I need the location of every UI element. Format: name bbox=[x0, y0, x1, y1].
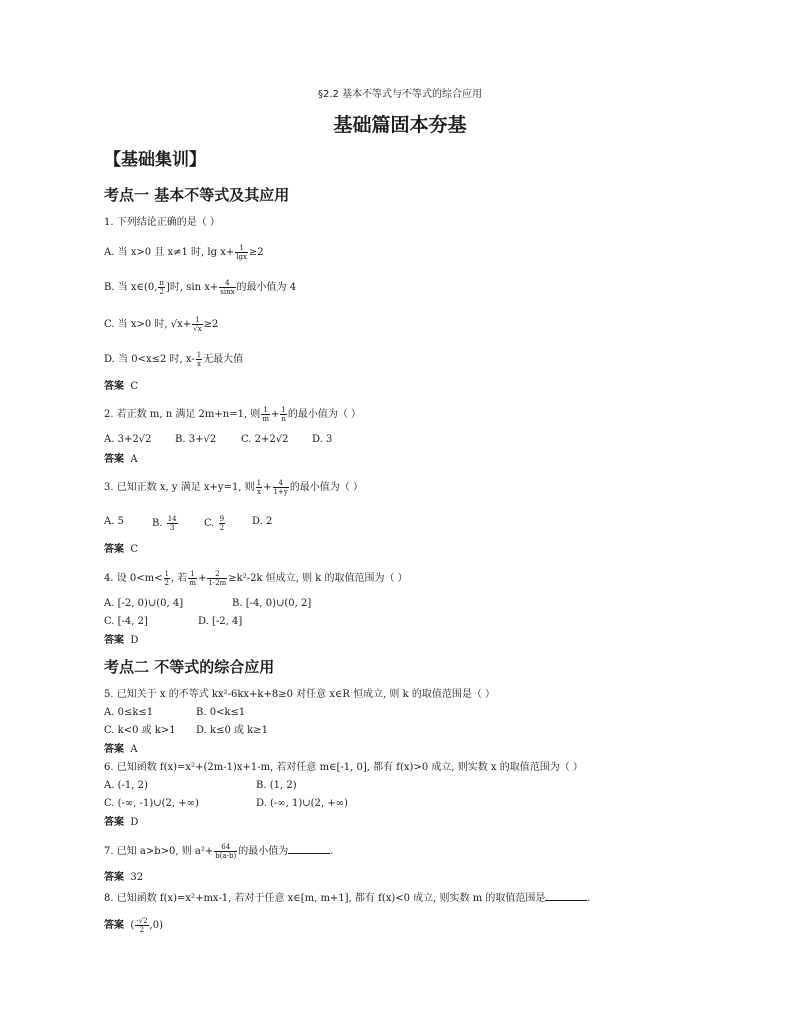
fraction: $\frac{9}{2}$ bbox=[219, 515, 225, 532]
q3-answer: 答案 C bbox=[104, 544, 139, 555]
answer-blank bbox=[545, 890, 587, 901]
q3-option-a: A. 5 bbox=[104, 516, 124, 527]
q1-option-a: A. 当 x>0 且 x≠1 时, lg x+ $\frac{1}{\lg x}$ ≥2 bbox=[104, 244, 264, 261]
fraction: $\frac{\pi}{2}$ bbox=[159, 279, 164, 296]
fraction: $\frac{14}{3}$ bbox=[167, 515, 177, 532]
q2-option-d: D. 3 bbox=[312, 434, 333, 445]
question-4-stem: 4. 设 0<m< $\frac{1}{2}$ , 若 $\frac{1}{m}$ + $\frac{2}{1-2m}$ ≥k²-2k 恒成立, 则 k 的取值范围为（ ） bbox=[104, 570, 408, 587]
q1-option-d: D. 当 0<x≤2 时, x- $\frac{1}{x}$ 无最大值 bbox=[104, 351, 244, 368]
q3-option-d: D. 2 bbox=[252, 516, 273, 527]
q1-answer: 答案 C bbox=[104, 381, 139, 392]
topic-heading-1: 考点一 基本不等式及其应用 bbox=[104, 186, 290, 204]
topic-heading-2: 考点二 不等式的综合应用 bbox=[104, 658, 275, 676]
q2-answer: 答案 A bbox=[104, 454, 138, 465]
q5-option-d: D. k≤0 或 k≥1 bbox=[196, 725, 268, 736]
question-8-stem: 8. 已知函数 f(x)=x²+mx-1, 若对于任意 x∈[m, m+1], 都有 f(x)<0 成立, 则实数 m 的取值范围是 . bbox=[104, 890, 591, 906]
fraction: $\frac{4}{1+y}$ bbox=[273, 479, 288, 496]
question-5-stem: 5. 已知关于 x 的不等式 kx²-6kx+k+8≥0 对任意 x∈R 恒成立, 则 k 的取值范围是（ ） bbox=[104, 689, 496, 700]
q2-option-b: B. 3+√2 bbox=[175, 434, 217, 445]
fraction: $\frac{1}{2}$ bbox=[164, 570, 169, 587]
q1-option-b: B. 当 x∈(0, $\frac{\pi}{2}$ ]时, sin x+ $\frac{4}{\sin x}$ 的最小值为 4 bbox=[104, 279, 297, 296]
q2-option-a: A. 3+2√2 bbox=[104, 434, 152, 445]
fraction: $\frac{1}{x}$ bbox=[196, 351, 202, 368]
question-2-stem: 2. 若正数 m, n 满足 2m+n=1, 则 $\frac{1}{m}$ + $\frac{1}{n}$ 的最小值为（ ） bbox=[104, 406, 362, 423]
q3-option-b: B. $\frac{14}{3}$ bbox=[152, 515, 177, 532]
q4-option-d: D. [-2, 4] bbox=[198, 616, 243, 627]
q6-option-b: B. (1, 2) bbox=[256, 780, 297, 791]
q2-option-c: C. 2+2√2 bbox=[241, 434, 289, 445]
answer-blank bbox=[288, 843, 330, 854]
fraction: $\frac{1}{m}$ bbox=[189, 570, 196, 587]
page-title: 基础篇固本夯基 bbox=[333, 114, 467, 136]
q1-option-c: C. 当 x>0 时, √x+ $\frac{1}{√x}$ ≥2 bbox=[104, 316, 219, 333]
q6-answer: 答案 D bbox=[104, 817, 139, 828]
fraction: $\frac{1}{\lg x}$ bbox=[236, 244, 247, 261]
q4-answer: 答案 D bbox=[104, 635, 139, 646]
q6-option-c: C. (-∞, -1)∪(2, +∞) bbox=[104, 798, 199, 809]
q5-option-a: A. 0≤k≤1 bbox=[104, 707, 154, 718]
q6-option-d: D. (-∞, 1)∪(2, +∞) bbox=[256, 798, 348, 809]
fraction: $\frac{1}{n}$ bbox=[281, 406, 286, 423]
q5-option-c: C. k<0 或 k>1 bbox=[104, 725, 176, 736]
q8-answer: 答案 ( $\frac{-√2}{2}$ ,0) bbox=[104, 917, 163, 934]
section-subtitle: §2.2 基本不等式与不等式的综合应用 bbox=[317, 89, 483, 100]
question-6-stem: 6. 已知函数 f(x)=x²+(2m-1)x+1-m, 若对任意 m∈[-1, 0], 都有 f(x)>0 成立, 则实数 x 的取值范围为（ ） bbox=[104, 762, 583, 773]
q4-option-a: A. [-2, 0)∪(0, 4] bbox=[104, 598, 184, 609]
fraction: $\frac{1}{√x}$ bbox=[193, 316, 202, 333]
section-heading: 【基础集训】 bbox=[104, 150, 206, 170]
q7-answer: 答案 32 bbox=[104, 872, 144, 883]
q6-option-a: A. (-1, 2) bbox=[104, 780, 148, 791]
q3-option-c: C. $\frac{9}{2}$ bbox=[204, 515, 225, 532]
q4-option-b: B. [-4, 0)∪(0, 2] bbox=[232, 598, 312, 609]
question-3-stem: 3. 已知正数 x, y 满足 x+y=1, 则 $\frac{1}{x}$ + $\frac{4}{1+y}$ 的最小值为（ ） bbox=[104, 479, 363, 496]
fraction: $\frac{-√2}{2}$ bbox=[136, 917, 148, 934]
question-7-stem: 7. 已知 a>b>0, 则 a²+ $\frac{64}{b(a-b)}$ 的最小值为 . bbox=[104, 843, 334, 860]
q5-option-b: B. 0<k≤1 bbox=[196, 707, 246, 718]
q5-answer: 答案 A bbox=[104, 744, 138, 755]
fraction: $\frac{2}{1-2m}$ bbox=[208, 570, 227, 587]
fraction: $\frac{4}{\sin x}$ bbox=[220, 279, 235, 296]
question-1-stem: 1. 下列结论正确的是（ ） bbox=[104, 217, 220, 228]
q4-option-c: C. [-4, 2] bbox=[104, 616, 148, 627]
fraction: $\frac{64}{b(a-b)}$ bbox=[215, 843, 237, 860]
fraction: $\frac{1}{m}$ bbox=[262, 406, 269, 423]
fraction: $\frac{1}{x}$ bbox=[256, 479, 262, 496]
